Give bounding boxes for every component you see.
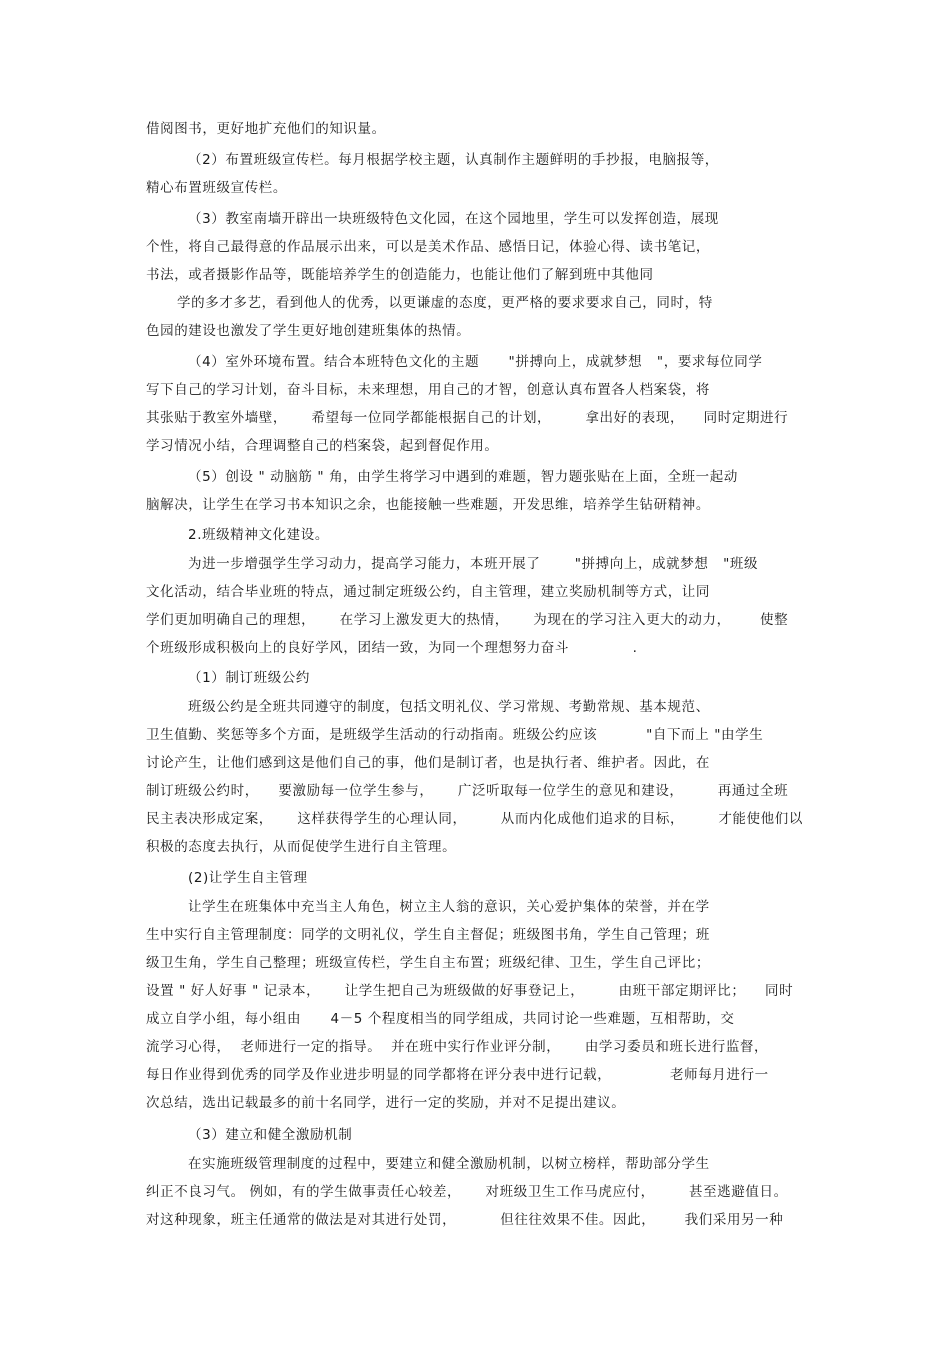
text-line: 班级公约是全班共同遵守的制度，包括文明礼仪、学习常规、考勤常规、基本规范、 <box>188 699 710 715</box>
text-line: （4）室外环境布置。结合本班特色文化的主题 "拼搏向上，成就梦想 "，要求每位同学 <box>188 354 763 370</box>
text-line: 成立自学小组，每小组由 4－5 个程度相当的同学组成，共同讨论一些难题，互相帮助，交 <box>146 1011 735 1027</box>
text-line: 讨论产生，让他们感到这是他们自己的事，他们是制订者，也是执行者、维护者。因此，在 <box>146 755 710 771</box>
text-line: 学习情况小结，合理调整自己的档案袋，起到督促作用。 <box>146 438 499 454</box>
text-line: 纠正不良习气。 例如，有的学生做事责任心较差， 对班级卫生工作马虎应付， 甚至逃避值日。 <box>146 1184 788 1200</box>
text-line: 卫生值勤、奖惩等多个方面，是班级学生活动的行动指南。班级公约应该 "自下而上 "由学生 <box>146 727 764 743</box>
subsection-heading: (2)让学生自主管理 <box>188 870 308 886</box>
subsection-heading: （1）制订班级公约 <box>188 670 310 686</box>
text-line: 借阅图书，更好地扩充他们的知识量。 <box>146 121 386 137</box>
text-line: 民主表决形成定案， 这样获得学生的心理认同， 从而内化成他们追求的目标， 才能使他们以 <box>146 811 803 827</box>
text-line: 在实施班级管理制度的过程中，要建立和健全激励机制，以树立榜样，帮助部分学生 <box>188 1156 710 1172</box>
text-line: 脑解决，让学生在学习书本知识之余，也能接触一些难题，开发思维，培养学生钻研精神。 <box>146 497 710 513</box>
text-line: 为进一步增强学生学习动力，提高学习能力，本班开展了 "拼搏向上，成就梦想 "班级 <box>188 556 759 572</box>
text-line: 流学习心得， 老师进行一定的指导。 并在班中实行作业评分制， 由学习委员和班长进行监督， <box>146 1039 769 1055</box>
text-line: 让学生在班集体中充当主人角色，树立主人翁的意识，关心爱护集体的荣誉，并在学 <box>188 899 710 915</box>
text-line: 个班级形成积极向上的良好学风，团结一致，为同一个理想努力奋斗 . <box>146 640 638 656</box>
text-line: 对这种现象，班主任通常的做法是对其进行处罚， 但往往效果不佳。因此， 我们采用另一种 <box>146 1212 784 1228</box>
text-line: 每日作业得到优秀的同学及作业进步明显的同学都将在评分表中进行记载， 老师每月进行一 <box>146 1067 769 1083</box>
text-line: 积极的态度去执行，从而促使学生进行自主管理。 <box>146 839 457 855</box>
text-line: （2）布置班级宣传栏。每月根据学校主题，认真制作主题鲜明的手抄报，电脑报等， <box>188 152 719 168</box>
text-line: 色园的建设也激发了学生更好地创建班集体的热情。 <box>146 323 471 339</box>
text-line: 学们更加明确自己的理想， 在学习上激发更大的热情， 为现在的学习注入更大的动力， 使整 <box>146 612 789 628</box>
text-line: 学的多才多艺，看到他人的优秀，以更谦虚的态度，更严格的要求要求自己，同时，特 <box>177 295 713 311</box>
text-line: 级卫生角，学生自己整理；班级宣传栏，学生自主布置；班级纪律、卫生，学生自己评比； <box>146 955 710 971</box>
text-line: 写下自己的学习计划，奋斗目标，未来理想，用自己的才智，创意认真布置各人档案袋，将 <box>146 382 710 398</box>
text-line: 生中实行自主管理制度：同学的文明礼仪，学生自主督促；班级图书角，学生自己管理；班 <box>146 927 710 943</box>
text-line: 其张贴于教室外墙壁， 希望每一位同学都能根据自己的计划， 拿出好的表现， 同时定期进行 <box>146 410 789 426</box>
text-line: 次总结，选出记载最多的前十名同学，进行一定的奖励，并对不足提出建议。 <box>146 1095 626 1111</box>
text-line: 制订班级公约时， 要激励每一位学生参与， 广泛听取每一位学生的意见和建设， 再通过全班 <box>146 783 789 799</box>
text-line: 设置 " 好人好事 " 记录本， 让学生把自己为班级做的好事登记上， 由班干部定期评比； 同时 <box>146 983 794 999</box>
text-line: 精心布置班级宣传栏。 <box>146 180 287 196</box>
text-line: （5）创设 " 动脑筋 " 角，由学生将学习中遇到的难题，智力题张贴在上面，全班一起动 <box>188 469 738 485</box>
section-heading: 2.班级精神文化建设。 <box>188 527 329 543</box>
text-line: （3）教室南墙开辟出一块班级特色文化园，在这个园地里，学生可以发挥创造，展现 <box>188 211 719 227</box>
subsection-heading: （3）建立和健全激励机制 <box>188 1127 353 1143</box>
text-line: 个性，将自己最得意的作品展示出来，可以是美术作品、感悟日记，体验心得、读书笔记， <box>146 239 710 255</box>
text-line: 书法，或者摄影作品等，既能培养学生的创造能力，也能让他们了解到班中其他同 <box>146 267 654 283</box>
text-line: 文化活动，结合毕业班的特点，通过制定班级公约，自主管理，建立奖励机制等方式，让同 <box>146 584 710 600</box>
